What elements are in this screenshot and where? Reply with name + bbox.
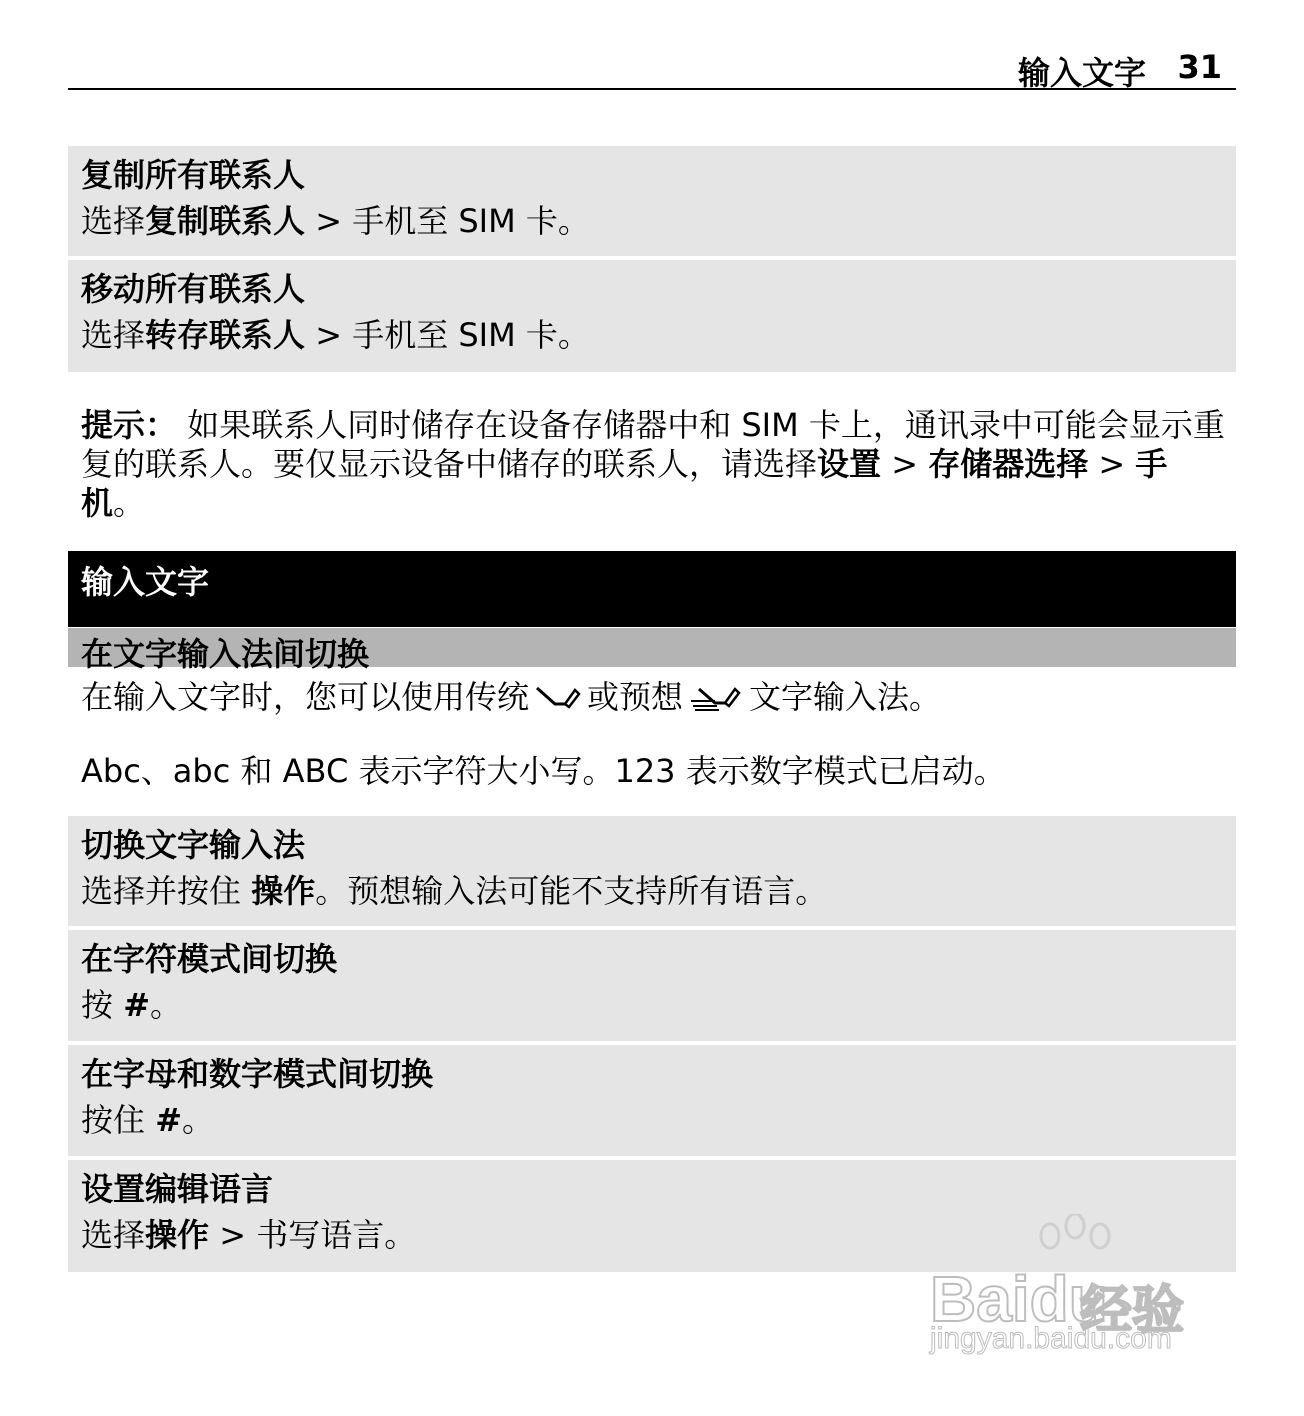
block-description: 选择转存联系人 > 手机至 SIM 卡。	[81, 316, 590, 354]
block-description: 选择并按住 操作。预想输入法可能不支持所有语言。	[81, 872, 828, 910]
block-description: 选择复制联系人 > 手机至 SIM 卡。	[81, 202, 590, 240]
block-description: 按住 #。	[81, 1101, 215, 1139]
info-block-switch-letter-number	[68, 1045, 1236, 1156]
block-title: 在字符模式间切换	[81, 940, 338, 978]
traditional-input-icon	[535, 680, 581, 718]
predictive-input-icon	[689, 679, 743, 719]
watermark-brand-cn: 经验	[1080, 1281, 1185, 1341]
input-method-paragraph: 在输入文字时，您可以使用传统 或预想 文字输入法。	[81, 672, 941, 719]
block-title: 复制所有联系人	[81, 156, 306, 194]
page-number: 31	[1177, 48, 1222, 86]
tip-label: 提示：	[81, 406, 178, 444]
info-block-switch-char-mode	[68, 930, 1236, 1041]
section-heading	[68, 551, 1236, 627]
tip-paragraph: 提示： 如果联系人同时储存在设备存储器中和 SIM 卡上，通讯录中可能会显示重复的联系人。要仅显示设备中储存的联系人，请选择设置 > 存储器选择 > 手机。	[81, 406, 1225, 522]
baidu-watermark	[920, 1222, 1230, 1372]
page-header	[68, 42, 1236, 90]
block-title: 在字母和数字模式间切换	[81, 1055, 434, 1093]
info-block-move-contacts	[68, 260, 1236, 372]
header-title: 输入文字	[1017, 54, 1146, 92]
block-title: 移动所有联系人	[81, 270, 306, 308]
case-mode-paragraph: Abc、abc 和 ABC 表示字符大小写。123 表示数字模式已启动。	[81, 752, 1006, 790]
info-block-switch-input-method	[68, 816, 1236, 926]
block-title: 切换文字输入法	[81, 826, 306, 864]
watermark-brand: Baidu	[930, 1263, 1108, 1335]
block-description: 按 #。	[81, 986, 183, 1024]
block-title: 设置编辑语言	[81, 1170, 274, 1208]
block-description: 选择操作 > 书写语言。	[81, 1216, 417, 1254]
subsection-heading	[68, 628, 1236, 673]
watermark-url: jingyan.baidu.com	[930, 1322, 1172, 1355]
info-block-copy-contacts	[68, 146, 1236, 256]
section-title: 输入文字	[81, 563, 210, 601]
subsection-title: 在文字输入法间切换	[81, 635, 370, 673]
